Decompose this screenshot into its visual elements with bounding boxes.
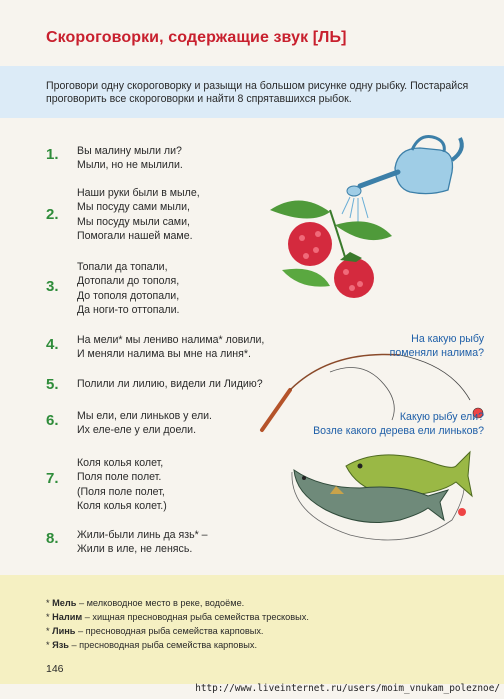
footnote: * Линь – пресноводная рыба семейства карповых. xyxy=(46,626,264,636)
footnote-definition: – хищная пресноводная рыба семейства тресковых. xyxy=(82,612,309,622)
footnote: * Налим – хищная пресноводная рыба семейства тресковых. xyxy=(46,612,309,622)
tongue-twister-text: На мели* мы лениво налима* ловили, И меняли налима вы мне на линя*. xyxy=(77,334,265,361)
question-text: Какую рыбу ели? Возле какого дерева ели линьков? xyxy=(313,411,484,437)
footnote-definition: – пресноводная рыба семейства карповых. xyxy=(68,640,257,650)
item-number: 3. xyxy=(46,278,59,295)
tongue-twister-text: Наши руки были в мыле, Мы посуду сами мыли, Мы посуду мыли сами, Помогали нашей маме. xyxy=(77,187,200,243)
footnote-definition: – мелководное место в реке, водоёме. xyxy=(76,598,245,608)
raspberry-illustration xyxy=(270,200,392,298)
watering-can-icon xyxy=(342,137,462,223)
tongue-twister-text: Коля колья колет, Поля поле полет. (Поля поле полет, Коля колья колет.) xyxy=(77,457,167,513)
tongue-twister-text: Вы малину мыли ли? Мыли, но не мылили. xyxy=(77,145,183,172)
tongue-twister-text: Топали да топали, Дотопали до тополя, До тополя дотопали, Да ноги-то оттопали. xyxy=(77,261,180,317)
item-number: 8. xyxy=(46,530,59,547)
item-number: 4. xyxy=(46,336,59,353)
item-number: 2. xyxy=(46,206,59,223)
source-url[interactable]: http://www.liveinternet.ru/users/moim_vnukam_poleznoe/ xyxy=(195,683,500,694)
footnote: * Мель – мелководное место в реке, водоёме. xyxy=(46,598,245,608)
fish-illustration xyxy=(294,452,472,522)
footnote-term: Линь xyxy=(52,626,76,636)
item-number: 7. xyxy=(46,470,59,487)
page-title: Скороговорки, содержащие звук [ЛЬ] xyxy=(46,29,347,46)
footnote-term: Налим xyxy=(52,612,83,622)
tongue-twister-text: Мы ели, ели линьков у ели. Их еле-еле у ели доели. xyxy=(77,410,212,437)
page-number: 146 xyxy=(46,663,64,675)
footnote: * Язь – пресноводная рыба семейства карповых. xyxy=(46,640,257,650)
item-number: 6. xyxy=(46,412,59,429)
instruction-text: Проговори одну скороговорку и разыщи на большом рисунке одну рыбку. Постарайся проговорить все скороговорки и найти 8 спрятавшихся рыбок. xyxy=(46,80,469,105)
tongue-twister-text: Жили-были линь да язь* – Жили в иле, не ленясь. xyxy=(77,529,208,556)
footnote-term: Язь xyxy=(52,640,69,650)
footnote-definition: – пресноводная рыба семейства карповых. xyxy=(75,626,264,636)
question-text: На какую рыбу поменяли налима? xyxy=(389,333,484,359)
tongue-twister-text: Полили ли лилию, видели ли Лидию? xyxy=(77,378,263,390)
footnote-term: Мель xyxy=(52,598,77,608)
item-number: 1. xyxy=(46,146,59,163)
item-number: 5. xyxy=(46,376,59,393)
